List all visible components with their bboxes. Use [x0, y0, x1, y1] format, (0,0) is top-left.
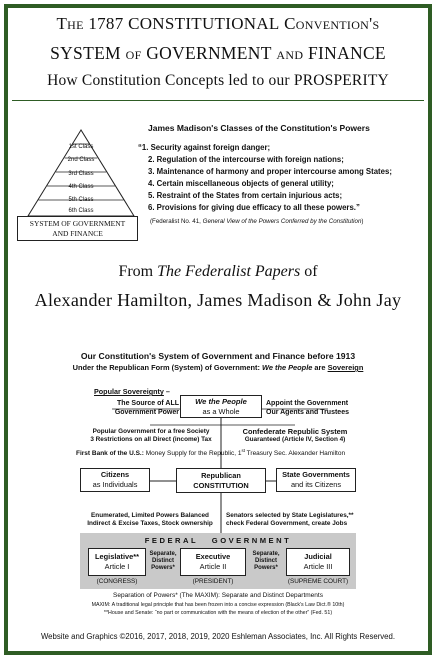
madison-title: James Madison's Classes of the Constitution's Powers	[148, 123, 370, 133]
republican-constitution-box	[176, 468, 266, 493]
citizens-line-2: as Individuals	[92, 480, 138, 489]
legislative-line-2: Article I	[104, 562, 130, 571]
people-line-1	[181, 397, 261, 407]
confed-line-2: Guaranteed (Article IV, Section 4)	[244, 436, 346, 443]
header-and: and	[271, 43, 308, 63]
appoint-government	[266, 399, 349, 417]
header-how-concepts: How Constitution Concepts led to our	[47, 72, 294, 89]
president-label: (PRESIDENT)	[192, 578, 234, 585]
diagram-title: Our Constitution's System of Government and Finance before 1913	[80, 351, 356, 361]
separate-left-3: Powers*	[151, 565, 175, 571]
federalist-authors: Alexander Hamilton, James Madison & John Jay	[34, 290, 402, 310]
states-line-1: State Governments	[282, 470, 350, 479]
federal-government-label: FEDERAL GOVERNMENT	[144, 536, 292, 545]
separate-left-1: Separate,	[149, 551, 177, 557]
power-2: 2. Regulation of the intercourse with foreign nations;	[148, 155, 344, 164]
subtitle-prefix: Under the Republican Form (System) of Government:	[72, 363, 262, 372]
power-4: 4. Certain miscellaneous objects of general utility;	[148, 179, 334, 188]
separate-right-1: Separate,	[252, 551, 280, 557]
pyramid-class-3: 3rd Class	[68, 171, 94, 177]
senators-line-1: Senators selected by State Legislatures,**	[226, 512, 354, 519]
house-senate-note: **House and Senate: “no part or communication with the means of election of the other” (Fed. 51)	[103, 610, 333, 616]
source-line-1: The Source of ALL	[117, 400, 179, 407]
subtitle-sovereign: Sovereign	[327, 363, 364, 372]
power-1: “1. Security against foreign danger;	[138, 143, 271, 152]
executive-box	[180, 548, 246, 576]
popular-sovereignty-label: Popular Sovereignty	[94, 387, 164, 396]
maxim-definition: MAXIM: A traditional legal principle that has been frozen into a concise expression (Black's Law Dict.® 10th)	[91, 602, 345, 608]
source-of-power	[104, 399, 179, 417]
pyramid-class-1: 1st Class	[68, 144, 94, 150]
enum-line-2: Indirect & Excise Taxes, Stock ownership	[87, 520, 213, 527]
bank-label: First Bank of the U.S.:	[76, 450, 144, 458]
state-governments-box	[276, 468, 356, 492]
subtitle-are: are	[312, 363, 328, 372]
copyright-footer: Website and Graphics ©2016, 2017, 2018, 2019, 2020 Eshleman Associates, Inc. All Rights Reserved.	[40, 632, 396, 641]
header-conventions: Convention's	[279, 14, 380, 33]
enum-line-1: Enumerated, Limited Powers Balanced	[91, 512, 209, 519]
first-bank	[76, 448, 345, 457]
header-the-1787: The 1787	[56, 14, 129, 33]
power-6: 6. Provisions for giving due efficacy to all these powers.”	[148, 203, 360, 212]
pyramid-class-4: 4th Class	[68, 184, 94, 190]
appoint-line-1: Appoint the Government	[266, 400, 349, 407]
power-5: 5. Restraint of the States from certain injurious acts;	[148, 191, 343, 200]
separate-powers-right	[246, 551, 286, 572]
citizens-line-1: Citizens	[100, 470, 130, 479]
people-line-2: as a Whole	[202, 407, 240, 416]
executive-line-2: Article II	[199, 562, 227, 571]
senators-selected	[226, 512, 354, 528]
subtitle-we-the-people: We the People	[261, 363, 313, 372]
people-title: We the People	[195, 397, 247, 406]
popular-sovereignty	[94, 387, 170, 396]
confed-line-1: Confederate Republic System	[242, 427, 348, 436]
federalist-of: of	[300, 263, 318, 280]
bank-hamilton: Treasury Sec. Alexander Hamilton	[244, 450, 346, 458]
executive-line-1: Executive	[195, 552, 231, 561]
states-line-2: and its Citizens	[290, 480, 342, 489]
citation-suffix: )	[361, 218, 364, 225]
popular-government	[80, 428, 222, 444]
judicial-line-2: Article III	[303, 562, 333, 571]
we-the-people-box	[180, 395, 262, 418]
citizens-box	[80, 468, 150, 492]
separate-right-3: Powers*	[254, 565, 278, 571]
header-constitutional: CONSTITUTIONAL	[128, 14, 280, 33]
republican-line-1: Republican	[201, 471, 241, 480]
pyramid-class-5: 5th Class	[68, 197, 94, 203]
pyramid-class-2: 2nd Class	[67, 157, 95, 163]
supreme-court-label: (SUPREME COURT)	[287, 578, 349, 585]
federalist-from: From	[118, 263, 158, 280]
pyramid-base-line-1: SYSTEM OF GOVERNMENT	[29, 219, 126, 228]
separate-left-2: Distinct	[151, 558, 174, 564]
appoint-line-2: Our Agents and Trustees	[266, 409, 349, 416]
popgov-line-1: Popular Government for a free Society	[92, 428, 210, 435]
source-line-2: Government Power	[114, 409, 179, 416]
header-government: GOVERNMENT	[146, 43, 272, 63]
popular-sovereignty-dash: –	[163, 387, 170, 396]
separate-powers-left	[146, 551, 180, 572]
citation-prefix: (Federalist No. 41,	[150, 218, 203, 225]
pyramid-class-6: 6th Class	[68, 208, 94, 214]
judicial-box	[286, 548, 350, 576]
power-3: 3. Maintenance of harmony and proper intercourse among States;	[148, 167, 392, 176]
pyramid-base-line-2: AND FINANCE	[52, 229, 103, 238]
header-finance: FINANCE	[307, 43, 386, 63]
congress-label: (CONGRESS)	[96, 578, 138, 585]
legislative-box	[88, 548, 146, 576]
citation-title: General View of the Powers Conferred by the Constitution	[202, 218, 362, 225]
header-prosperity: PROSPERITY	[293, 72, 389, 89]
federalist-title: The Federalist Papers	[157, 263, 301, 280]
republican-line-2: CONSTITUTION	[193, 481, 249, 490]
confederate-republic	[240, 428, 350, 444]
popgov-line-2: 3 Restrictions on all Direct (income) Tax	[90, 436, 212, 443]
enumerated-powers	[80, 512, 220, 528]
header-of: of	[120, 43, 147, 63]
senators-line-2: check Federal Government, create Jobs	[226, 520, 348, 527]
header-system: SYSTEM	[50, 43, 121, 63]
bank-sup: st	[241, 448, 245, 453]
maxim-line: Separation of Powers* (The MAXIM): Separate and Distinct Departments	[113, 592, 323, 599]
separate-right-2: Distinct	[254, 558, 277, 564]
bank-desc: Money Supply for the Republic, 1	[143, 450, 242, 458]
legislative-line-1: Legislative**	[95, 552, 139, 561]
judicial-line-1: Judicial	[304, 552, 332, 561]
